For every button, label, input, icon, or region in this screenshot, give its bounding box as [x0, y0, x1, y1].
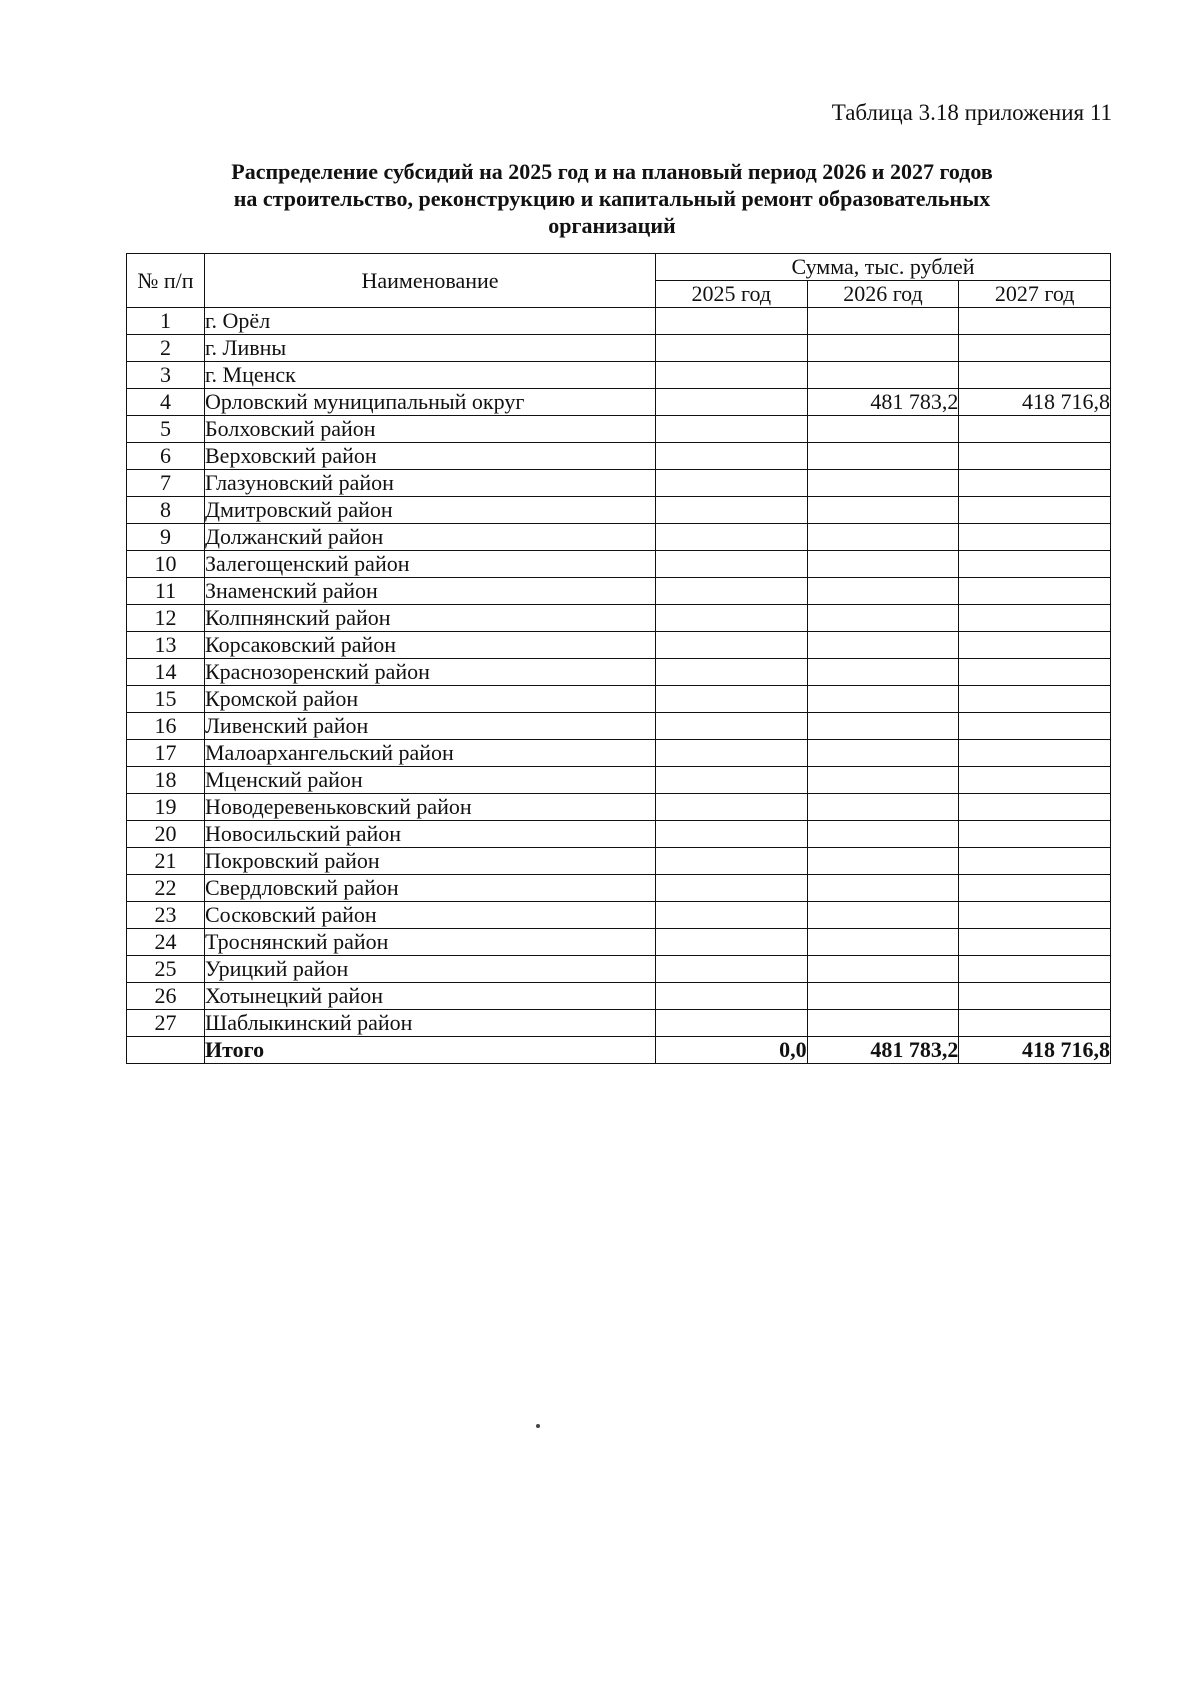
- table-row: [127, 632, 1111, 659]
- row-value-2027: [959, 659, 1111, 686]
- row-value-2027: [959, 551, 1111, 578]
- table-row: [127, 443, 1111, 470]
- row-value-2026: [807, 308, 959, 335]
- row-name: г. Ливны: [205, 335, 656, 362]
- table-row: [127, 902, 1111, 929]
- row-name: г. Мценск: [205, 362, 656, 389]
- row-number: 1: [127, 308, 205, 335]
- row-value-2026: [807, 902, 959, 929]
- row-value-2027: [959, 605, 1111, 632]
- row-name: Глазуновский район: [205, 470, 656, 497]
- row-number: 23: [127, 902, 205, 929]
- row-value-2025: [656, 524, 808, 551]
- row-value-2027: [959, 902, 1111, 929]
- table-label: Таблица 3.18 приложения 11: [831, 100, 1112, 125]
- row-value-2025: [656, 551, 808, 578]
- row-number: 17: [127, 740, 205, 767]
- row-name: Мценский район: [205, 767, 656, 794]
- row-value-2026: 481 783,2: [807, 389, 959, 416]
- table-row: [127, 821, 1111, 848]
- row-number: 19: [127, 794, 205, 821]
- row-number: 3: [127, 362, 205, 389]
- row-value-2026: [807, 605, 959, 632]
- row-value-2027: [959, 740, 1111, 767]
- row-name: Сосковский район: [205, 902, 656, 929]
- table-row: [127, 740, 1111, 767]
- table-row: [127, 551, 1111, 578]
- row-value-2026: [807, 740, 959, 767]
- row-name: Орловский муниципальный округ: [205, 389, 656, 416]
- row-value-2025: [656, 389, 808, 416]
- row-value-2025: [656, 875, 808, 902]
- row-name: Новодеревеньковский район: [205, 794, 656, 821]
- row-value-2026: [807, 362, 959, 389]
- row-name: Кромской район: [205, 686, 656, 713]
- scan-speck: [536, 1424, 540, 1428]
- row-value-2025: [656, 686, 808, 713]
- total-label: Итого: [205, 1037, 656, 1064]
- row-name: Болховский район: [205, 416, 656, 443]
- row-name: Верховский район: [205, 443, 656, 470]
- row-value-2027: [959, 470, 1111, 497]
- header-name: Наименование: [205, 254, 656, 308]
- row-value-2027: [959, 1010, 1111, 1037]
- row-value-2025: [656, 632, 808, 659]
- row-value-2026: [807, 416, 959, 443]
- total-row: [127, 1037, 1111, 1064]
- row-number: 13: [127, 632, 205, 659]
- table-row: [127, 713, 1111, 740]
- row-number: 18: [127, 767, 205, 794]
- table-row: [127, 416, 1111, 443]
- row-value-2027: [959, 632, 1111, 659]
- table-row: [127, 929, 1111, 956]
- row-value-2026: [807, 578, 959, 605]
- row-number: 10: [127, 551, 205, 578]
- row-value-2026: [807, 929, 959, 956]
- table-row: [127, 1010, 1111, 1037]
- row-value-2025: [656, 1010, 808, 1037]
- row-number: 15: [127, 686, 205, 713]
- row-value-2027: [959, 848, 1111, 875]
- row-value-2025: [656, 335, 808, 362]
- row-value-2026: [807, 659, 959, 686]
- table-row: [127, 848, 1111, 875]
- row-number: 20: [127, 821, 205, 848]
- row-name: Залегощенский район: [205, 551, 656, 578]
- row-number: 21: [127, 848, 205, 875]
- row-value-2026: [807, 956, 959, 983]
- row-value-2026: [807, 848, 959, 875]
- row-value-2027: [959, 335, 1111, 362]
- table-row: [127, 389, 1111, 416]
- header-number: № п/п: [127, 254, 205, 308]
- total-2025: 0,0: [656, 1037, 808, 1064]
- table-row: [127, 524, 1111, 551]
- row-value-2025: [656, 605, 808, 632]
- row-value-2025: [656, 497, 808, 524]
- row-name: Новосильский район: [205, 821, 656, 848]
- total-number-cell: [127, 1037, 205, 1064]
- row-value-2025: [656, 659, 808, 686]
- row-value-2026: [807, 821, 959, 848]
- row-value-2026: [807, 1010, 959, 1037]
- row-number: 7: [127, 470, 205, 497]
- row-number: 2: [127, 335, 205, 362]
- total-2027: 418 716,8: [959, 1037, 1111, 1064]
- table-row: [127, 794, 1111, 821]
- header-year-2026: 2026 год: [807, 281, 959, 308]
- row-name: Знаменский район: [205, 578, 656, 605]
- table-row: [127, 767, 1111, 794]
- row-number: 14: [127, 659, 205, 686]
- table-row: [127, 497, 1111, 524]
- row-value-2025: [656, 362, 808, 389]
- row-name: Ливенский район: [205, 713, 656, 740]
- row-value-2025: [656, 794, 808, 821]
- header-sum: Сумма, тыс. рублей: [656, 254, 1111, 281]
- row-name: Должанский район: [205, 524, 656, 551]
- table-row: [127, 686, 1111, 713]
- row-number: 11: [127, 578, 205, 605]
- row-number: 12: [127, 605, 205, 632]
- row-value-2026: [807, 524, 959, 551]
- row-value-2027: [959, 524, 1111, 551]
- table-row: [127, 983, 1111, 1010]
- row-value-2026: [807, 875, 959, 902]
- row-value-2027: [959, 875, 1111, 902]
- header-year-2027: 2027 год: [959, 281, 1111, 308]
- row-value-2026: [807, 470, 959, 497]
- row-name: Хотынецкий район: [205, 983, 656, 1010]
- row-value-2026: [807, 794, 959, 821]
- row-value-2027: [959, 686, 1111, 713]
- row-value-2026: [807, 335, 959, 362]
- row-name: Краснозоренский район: [205, 659, 656, 686]
- row-value-2026: [807, 443, 959, 470]
- row-value-2025: [656, 308, 808, 335]
- row-name: Покровский район: [205, 848, 656, 875]
- row-value-2025: [656, 983, 808, 1010]
- row-value-2025: [656, 767, 808, 794]
- row-value-2025: [656, 713, 808, 740]
- row-number: 25: [127, 956, 205, 983]
- subsidy-table: [126, 253, 1111, 1064]
- row-number: 4: [127, 389, 205, 416]
- row-name: г. Орёл: [205, 308, 656, 335]
- header-year-2025: 2025 год: [656, 281, 808, 308]
- table-row: [127, 956, 1111, 983]
- row-value-2025: [656, 821, 808, 848]
- row-number: 22: [127, 875, 205, 902]
- table-body: [127, 308, 1111, 1037]
- row-number: 5: [127, 416, 205, 443]
- table-row: [127, 875, 1111, 902]
- row-value-2026: [807, 713, 959, 740]
- row-value-2025: [656, 470, 808, 497]
- row-name: Свердловский район: [205, 875, 656, 902]
- row-value-2025: [656, 443, 808, 470]
- row-name: Малоархангельский район: [205, 740, 656, 767]
- row-number: 24: [127, 929, 205, 956]
- row-value-2027: [959, 362, 1111, 389]
- row-value-2027: [959, 983, 1111, 1010]
- row-value-2027: [959, 956, 1111, 983]
- table-row: [127, 605, 1111, 632]
- table-row: [127, 308, 1111, 335]
- row-value-2025: [656, 902, 808, 929]
- row-value-2026: [807, 767, 959, 794]
- row-value-2027: [959, 308, 1111, 335]
- table-row: [127, 470, 1111, 497]
- row-value-2027: [959, 713, 1111, 740]
- row-value-2027: [959, 767, 1111, 794]
- row-value-2026: [807, 551, 959, 578]
- row-value-2026: [807, 983, 959, 1010]
- document-title: [0, 158, 1200, 239]
- row-value-2025: [656, 740, 808, 767]
- title-line-1: Распределение субсидий на 2025 год и на плановый период 2026 и 2027 годов: [231, 159, 993, 184]
- row-name: Шаблыкинский район: [205, 1010, 656, 1037]
- row-value-2026: [807, 497, 959, 524]
- row-number: 16: [127, 713, 205, 740]
- row-name: Колпнянский район: [205, 605, 656, 632]
- total-2026: 481 783,2: [807, 1037, 959, 1064]
- row-name: Дмитровский район: [205, 497, 656, 524]
- row-value-2027: [959, 794, 1111, 821]
- row-value-2025: [656, 578, 808, 605]
- row-number: 26: [127, 983, 205, 1010]
- title-line-2: на строительство, реконструкцию и капитальный ремонт образовательных: [233, 186, 991, 211]
- table-row: [127, 362, 1111, 389]
- row-value-2025: [656, 956, 808, 983]
- table-row: [127, 335, 1111, 362]
- row-number: 27: [127, 1010, 205, 1037]
- row-name: Урицкий район: [205, 956, 656, 983]
- row-value-2027: 418 716,8: [959, 389, 1111, 416]
- row-value-2027: [959, 929, 1111, 956]
- row-value-2027: [959, 578, 1111, 605]
- row-number: 9: [127, 524, 205, 551]
- row-value-2025: [656, 848, 808, 875]
- table-row: [127, 578, 1111, 605]
- table-row: [127, 659, 1111, 686]
- row-number: 6: [127, 443, 205, 470]
- row-value-2025: [656, 929, 808, 956]
- row-value-2025: [656, 416, 808, 443]
- row-value-2027: [959, 416, 1111, 443]
- row-name: Троснянский район: [205, 929, 656, 956]
- row-name: Корсаковский район: [205, 632, 656, 659]
- title-line-3: организаций: [548, 213, 676, 238]
- row-number: 8: [127, 497, 205, 524]
- row-value-2027: [959, 443, 1111, 470]
- row-value-2026: [807, 632, 959, 659]
- row-value-2027: [959, 497, 1111, 524]
- row-value-2027: [959, 821, 1111, 848]
- row-value-2026: [807, 686, 959, 713]
